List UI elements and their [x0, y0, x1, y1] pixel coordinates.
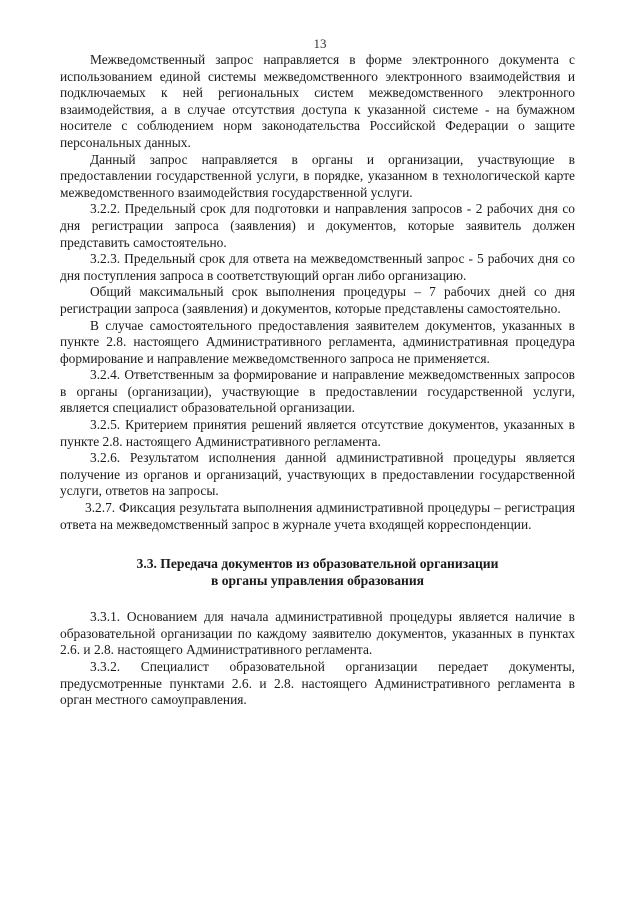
paragraph-3-3-1: 3.3.1. Основанием для начала административной процедуры является наличие в образовательной организации по каждому заявителю документов, указанных в пунктах 2.6. и 2.8. настоящего Административного регламента.	[60, 609, 575, 658]
paragraph-3-2-7: 3.2.7. Фиксация результата выполнения административной процедуры – регистрация ответа на межведомственный запрос в журнале учета входящей корреспонденции.	[60, 500, 575, 532]
page-number: 13	[313, 36, 327, 51]
paragraph-interagency-request-form: Межведомственный запрос направляется в форме электронного документа с использованием единой системы межведомственного электронного взаимодействия и подключаемых к ней региональных систем межведомственного электронного взаимодействия, а в случае отсутствия доступа к указанной системе - на бумажном носителе с соблюдением норм законодательства Российской Федерации о защите персональных данных.	[60, 52, 575, 150]
paragraph-3-2-4: 3.2.4. Ответственным за формирование и направление межведомственных запросов в органы (организации), участвующие в предоставлении государственной услуги, является специалист образовательной организации.	[60, 367, 575, 416]
paragraph-request-recipients: Данный запрос направляется в органы и организации, участвующие в предоставлении государственной услуги, в порядке, указанном в технологической карте межведомственного взаимодействия государственной услуги.	[60, 151, 575, 200]
paragraph-3-2-6: 3.2.6. Результатом исполнения данной административной процедуры является получение из органов и организаций, участвующих в предоставлении государственной услуги, ответов на запросы.	[60, 450, 575, 499]
paragraph-3-2-5: 3.2.5. Критерием принятия решений является отсутствие документов, указанных в пункте 2.8. настоящего Административного регламента.	[60, 417, 575, 449]
section-heading-line-1: 3.3. Передача документов из образовательной организации	[136, 556, 499, 572]
section-heading-line-2: в органы управления образования	[210, 573, 425, 589]
paragraph-max-duration: Общий максимальный срок выполнения процедуры – 7 рабочих дней со дня регистрации запроса (заявления) и документов, которые представлены самостоятельно.	[60, 284, 575, 316]
paragraph-self-submission: В случае самостоятельного предоставления заявителем документов, указанных в пункте 2.8. настоящего Административного регламента, административная процедура формирование и направление межведомственного запроса не применяется.	[60, 317, 575, 366]
paragraph-3-2-2: 3.2.2. Предельный срок для подготовки и направления запросов - 2 рабочих дня со дня регистрации запроса (заявления) и документов, которые заявитель должен представить самостоятельно.	[60, 201, 575, 250]
document-body	[60, 52, 575, 709]
paragraph-3-2-3: 3.2.3. Предельный срок для ответа на межведомственный запрос - 5 рабочих дня со дня поступления запроса в соответствующий орган либо организацию.	[60, 251, 575, 283]
paragraph-3-3-2: 3.3.2. Специалист образовательной организации передает документы, предусмотренные пунктами 2.6. и 2.8. настоящего Административного регламента в орган местного самоуправления.	[60, 659, 575, 708]
section-heading-3-3	[60, 555, 575, 589]
